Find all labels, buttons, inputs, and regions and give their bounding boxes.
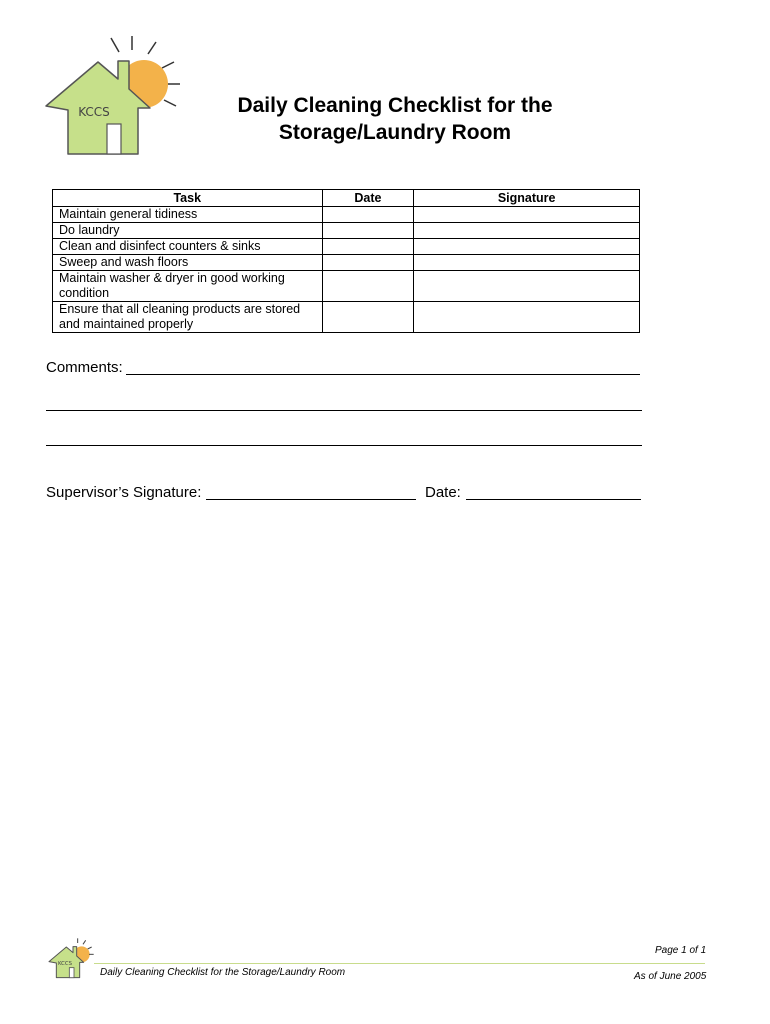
header-task: Task xyxy=(53,190,323,207)
table-header-row xyxy=(53,190,640,207)
comments-line-2[interactable] xyxy=(46,410,642,411)
footer-logo-text: KCCS xyxy=(57,961,73,967)
checklist-table xyxy=(52,189,640,333)
signature-cell[interactable] xyxy=(414,207,640,223)
footer-as-of-date: As of June 2005 xyxy=(634,971,707,982)
task-cell: Clean and disinfect counters & sinks xyxy=(53,239,323,255)
signature-cell[interactable] xyxy=(414,255,640,271)
title-line-1: Daily Cleaning Checklist for the xyxy=(237,94,553,117)
comments-label: Comments: xyxy=(46,359,123,376)
logo-text: KCCS xyxy=(78,105,110,119)
table-row xyxy=(53,302,640,333)
supervisor-date-line[interactable] xyxy=(466,499,641,500)
page-title xyxy=(190,92,600,146)
table-row xyxy=(53,223,640,239)
task-cell: Do laundry xyxy=(53,223,323,239)
date-cell[interactable] xyxy=(322,239,414,255)
signature-cell[interactable] xyxy=(414,271,640,302)
date-cell[interactable] xyxy=(322,207,414,223)
task-cell: Maintain general tidiness xyxy=(53,207,323,223)
header-signature: Signature xyxy=(414,190,640,207)
supervisor-date-label: Date: xyxy=(425,484,461,501)
date-cell[interactable] xyxy=(322,302,414,333)
comments-line-3[interactable] xyxy=(46,445,642,446)
signature-cell[interactable] xyxy=(414,302,640,333)
header-date: Date xyxy=(322,190,414,207)
comments-line-1[interactable] xyxy=(126,374,640,375)
table-row xyxy=(53,207,640,223)
signature-cell[interactable] xyxy=(414,223,640,239)
date-cell[interactable] xyxy=(322,223,414,239)
supervisor-signature-line[interactable] xyxy=(206,499,416,500)
table-row xyxy=(53,255,640,271)
footer-page-number: Page 1 of 1 xyxy=(655,945,707,956)
footer-document-title: Daily Cleaning Checklist for the Storage/Laundry Room xyxy=(100,967,346,978)
signature-cell[interactable] xyxy=(414,239,640,255)
table-row xyxy=(53,271,640,302)
supervisor-signature-label: Supervisor’s Signature: xyxy=(46,484,202,501)
footer-kccs-logo xyxy=(47,938,97,980)
date-cell[interactable] xyxy=(322,255,414,271)
title-line-2: Storage/Laundry Room xyxy=(278,121,512,144)
task-cell: Sweep and wash floors xyxy=(53,255,323,271)
date-cell[interactable] xyxy=(322,271,414,302)
kccs-logo xyxy=(40,36,190,160)
table-row xyxy=(53,239,640,255)
task-cell: Ensure that all cleaning products are stored and maintained properly xyxy=(53,302,323,333)
task-cell: Maintain washer & dryer in good working condition xyxy=(53,271,323,302)
footer-divider xyxy=(94,963,705,964)
